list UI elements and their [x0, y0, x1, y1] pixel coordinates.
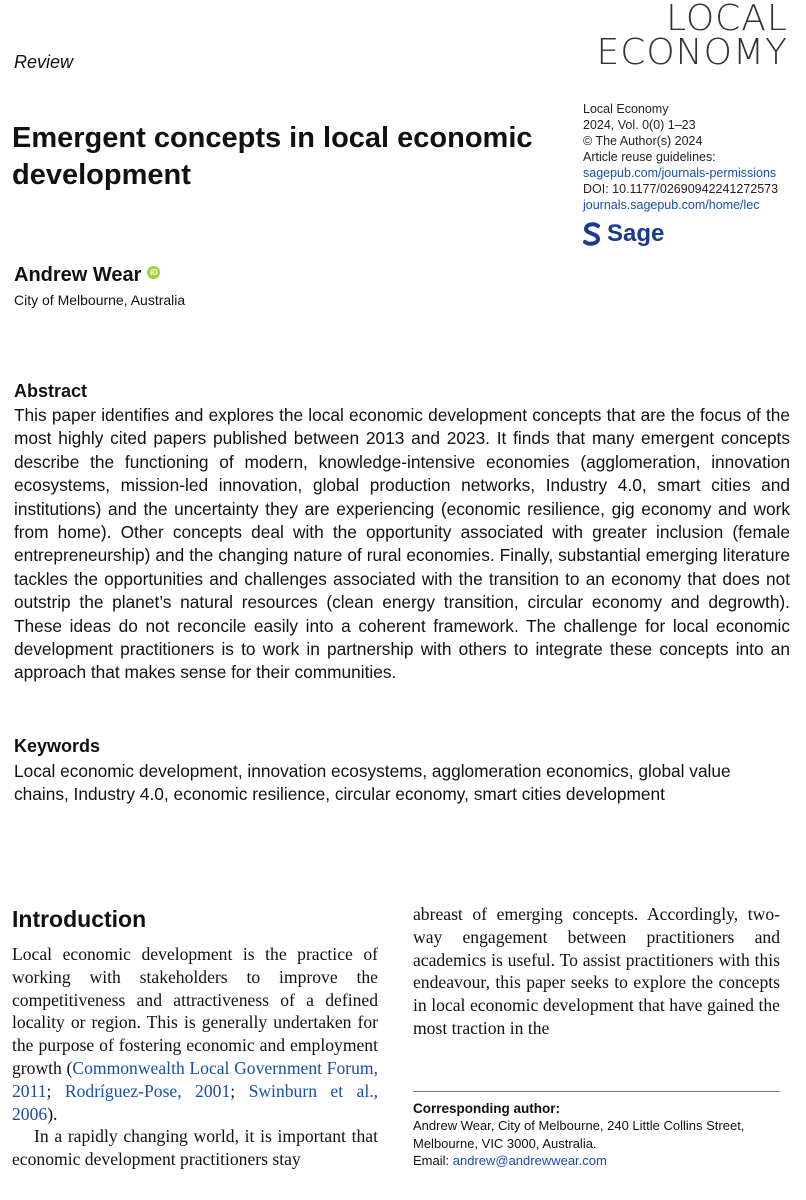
corresponding-author-heading: Corresponding author:: [413, 1101, 560, 1116]
intro-right-paragraph: abreast of emerging concepts. Accordingly, two-way engagement between practitioners and academics is useful. To assist practitioners with this endeavour, this paper seeks to explore the concepts in local economic development that have gained the most traction in the: [413, 904, 780, 1038]
abstract-heading: Abstract: [14, 381, 88, 401]
publisher-name: Sage: [607, 220, 665, 247]
author-row: [14, 264, 160, 287]
keywords-heading: Keywords: [14, 736, 101, 756]
journal-name: Local Economy: [583, 102, 669, 116]
article-title: Emergent concepts in local economic development: [12, 122, 533, 191]
journal-logo-line1: LOCAL: [666, 0, 788, 39]
introduction-left-column: [12, 943, 378, 1171]
author-name: Andrew Wear: [14, 264, 142, 286]
intro-p1-end: ).: [47, 1103, 58, 1124]
section-label: Review: [14, 52, 74, 72]
intro-p1-text: Local economic development is the practice of working with stakeholders to improve the competitiveness and attractiveness of a defined locality or region. This is generally undertaken for the purpose of fostering economic and employment growth (: [12, 944, 378, 1078]
email-label: Email:: [413, 1152, 453, 1168]
journal-home-link[interactable]: journals.sagepub.com/home/lec: [583, 198, 760, 212]
citation-link[interactable]: Rodríguez-Pose, 2001: [64, 1080, 231, 1101]
intro-paragraph-1: [12, 943, 378, 1125]
sage-s-icon: [583, 222, 601, 246]
author-affiliation: City of Melbourne, Australia: [14, 292, 186, 308]
intro-paragraph-2: In a rapidly changing world, it is important that economic development practitioners stay: [12, 1126, 378, 1170]
journal-logo-line2: ECONOMY: [596, 32, 788, 73]
doi: DOI: 10.1177/02690942241272573: [583, 182, 779, 196]
orcid-icon[interactable]: iD: [147, 266, 160, 279]
publisher-logo[interactable]: [583, 220, 664, 248]
corresponding-author-email-row: [413, 1152, 783, 1169]
volume-info: 2024, Vol. 0(0) 1–23: [583, 118, 696, 132]
permissions-link[interactable]: sagepub.com/journals-permissions: [583, 166, 777, 180]
citation-separator: ;: [46, 1080, 65, 1101]
introduction-right-column: [413, 903, 780, 1040]
article-metadata: [583, 101, 803, 213]
citation-link[interactable]: Swinburn et al., 2006: [12, 1080, 379, 1124]
keywords-text: Local economic development, innovation ecosystems, agglomeration economics, global value chains, Industry 4.0, economic resilience, circular economy, smart cities development: [14, 761, 731, 805]
citation-link[interactable]: Commonwealth Local Government Forum, 2011: [12, 1057, 378, 1101]
corresponding-author: [413, 1100, 783, 1169]
reuse-label: Article reuse guidelines:: [583, 150, 716, 164]
abstract-text: This paper identifies and explores the local economic development concepts that are the focus of the most highly cited papers published between 2013 and 2023. It finds that many emergent concepts describe the functioning of modern, knowledge-intensive economies (agglomeration, innovation ecosystems, mission-led innovation, global production networks, Industry 4.0, smart cities and institutions) and the uncertainty they are experiencing (economic resilience, gig economy and work from home). Other concepts deal with the opportunity associated with greater inclusion (female entrepreneurship) and the changing nature of rural economies. Finally, substantial emerging literature tackles the opportunities and challenges associated with the transition to an economy that does not outstrip the planet’s natural resources (clean energy transition, circular economy and degrowth). These ideas do not reconcile easily into a coherent framework. The challenge for local economic development practitioners is to work in partnership with others to integrate these concepts into an approach that makes sense for their communities.: [14, 405, 790, 683]
divider: [413, 1091, 780, 1092]
citation-separator: ;: [230, 1080, 249, 1101]
introduction-heading: Introduction: [12, 906, 147, 932]
corresponding-author-address: Andrew Wear, City of Melbourne, 240 Little Collins Street, Melbourne, VIC 3000, Australia.: [413, 1118, 745, 1151]
journal-logo: [558, 0, 788, 73]
copyright: © The Author(s) 2024: [583, 134, 703, 148]
email-link[interactable]: andrew@andrewwear.com: [452, 1152, 607, 1168]
